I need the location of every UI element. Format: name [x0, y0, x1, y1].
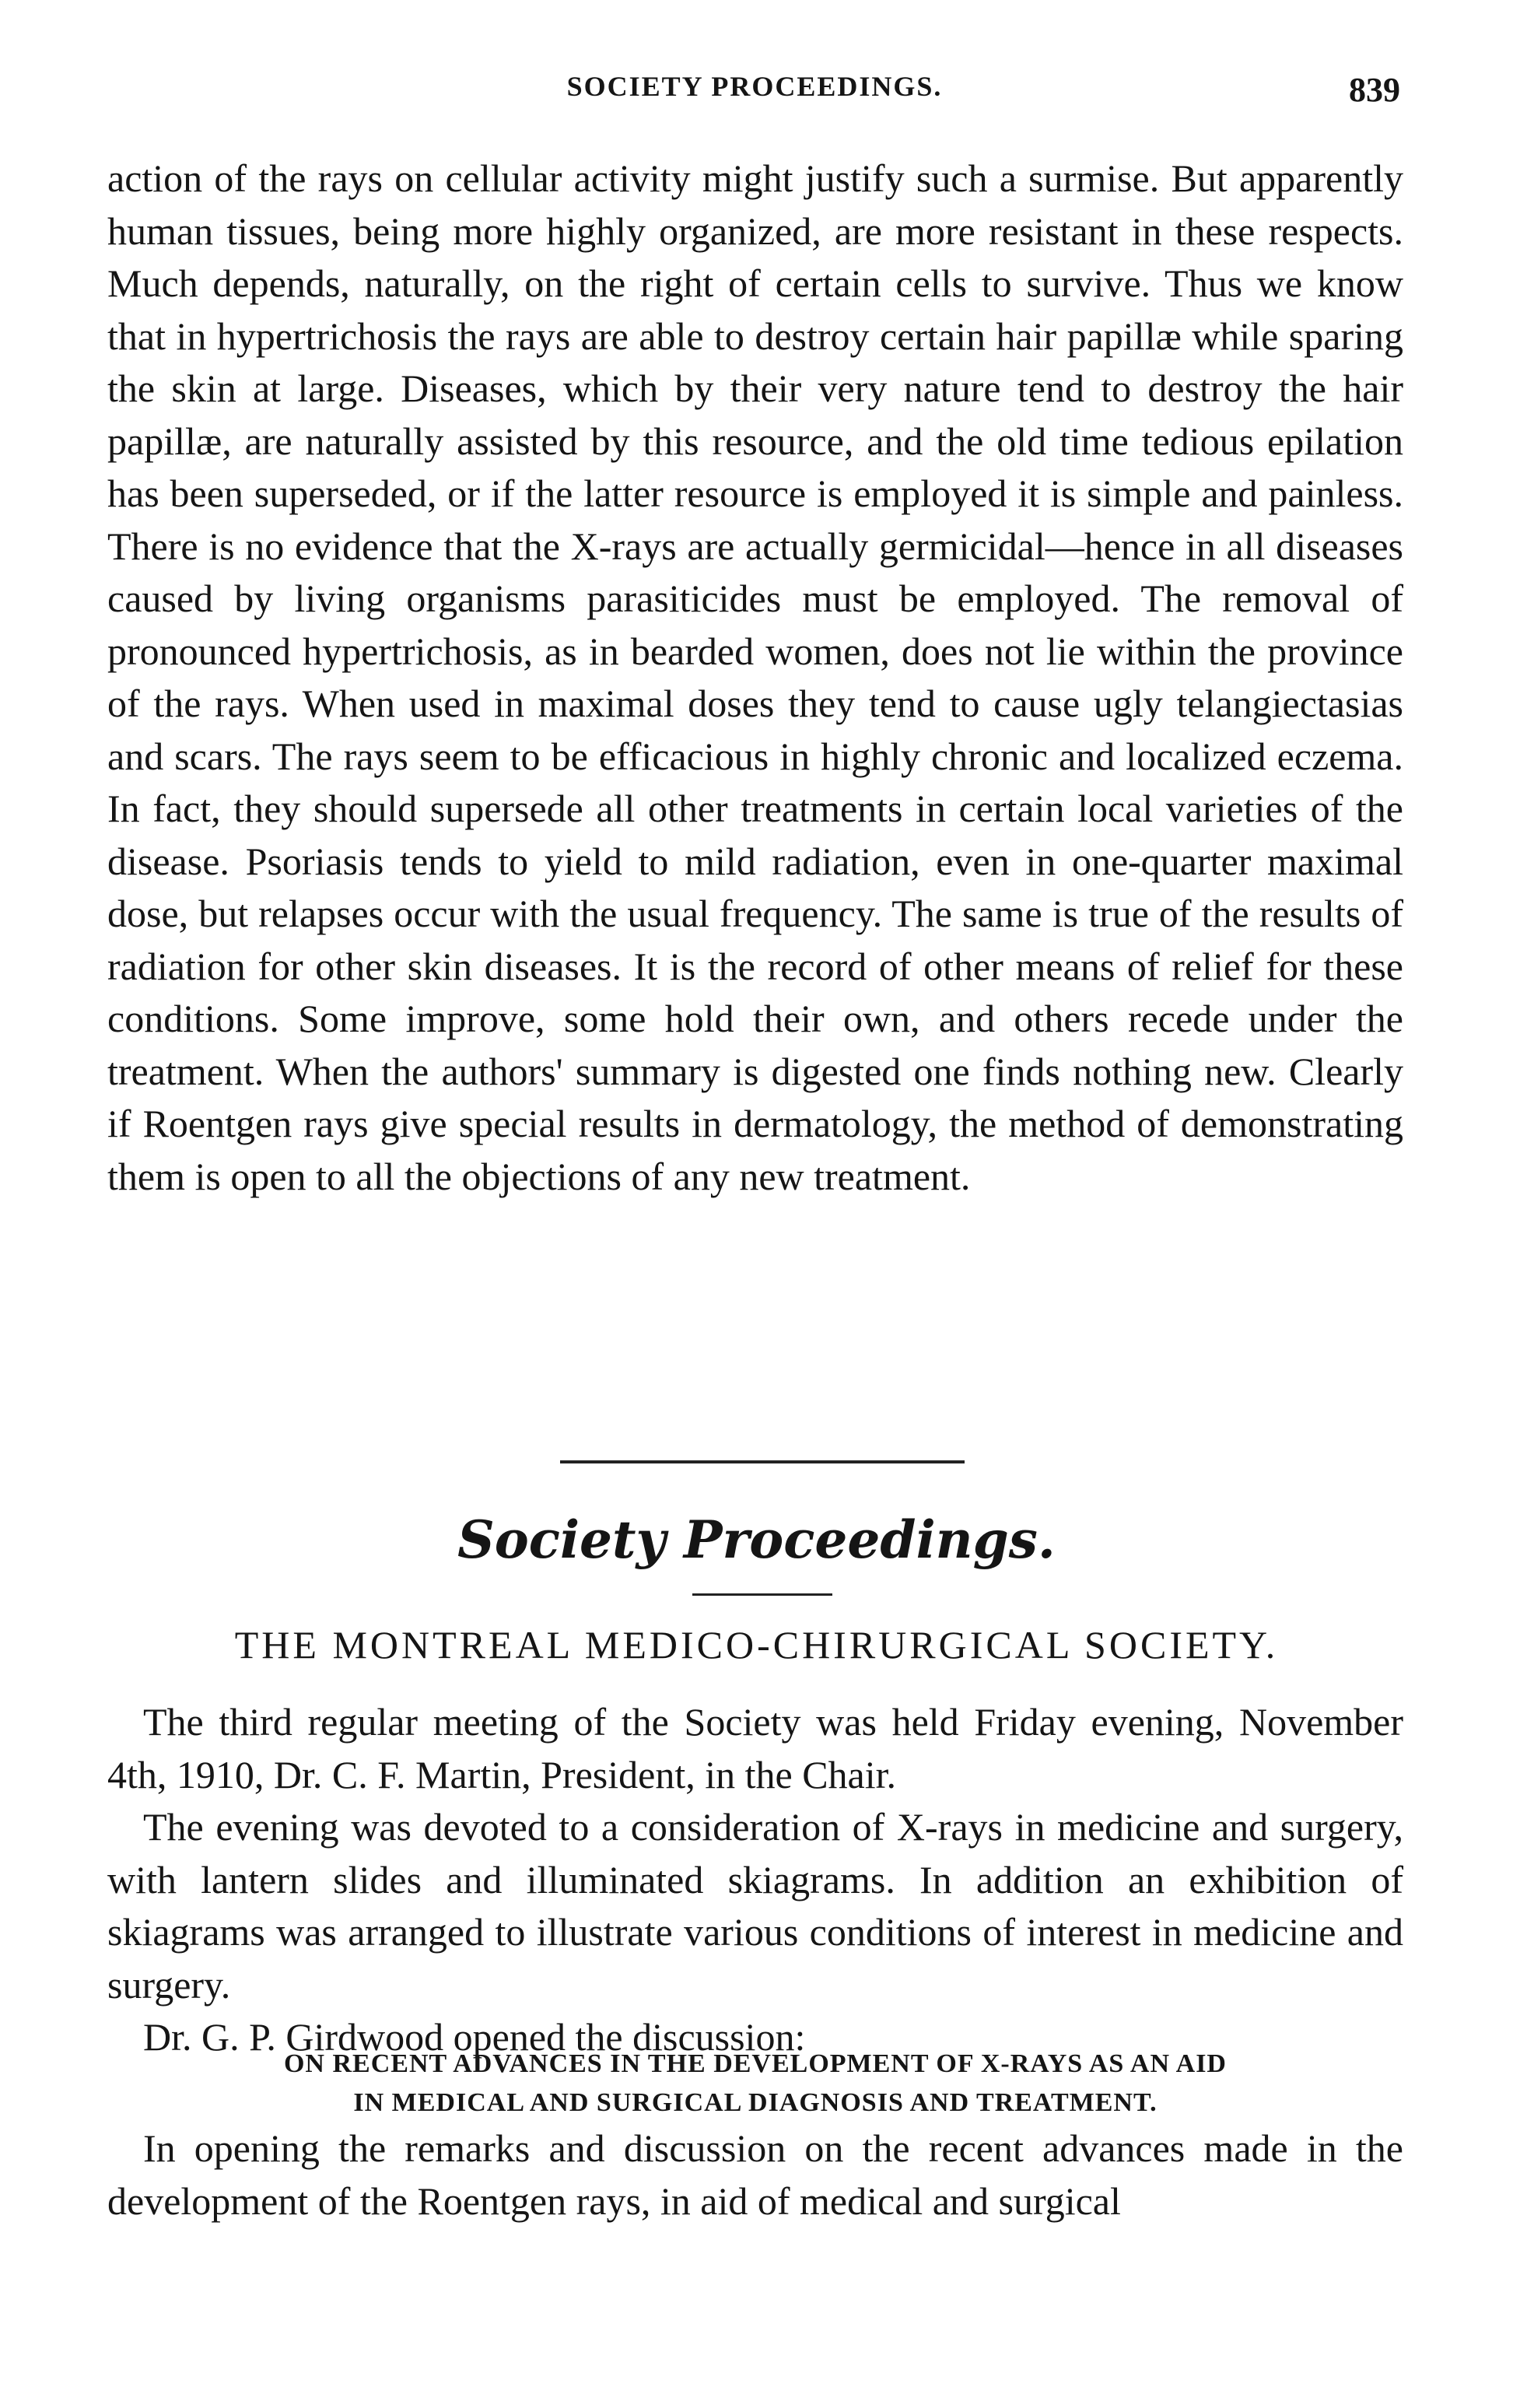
section-heading: Society Proceedings.	[457, 1509, 1056, 1570]
running-title: SOCIETY PROCEEDINGS.	[566, 71, 943, 102]
paper-title-line-1: ON RECENT ADVANCES IN THE DEVELOPMENT OF X-RAYS AS AN AID	[283, 2049, 1227, 2078]
minutes-paragraph-topic: The evening was devoted to a consideration of X-rays in medicine and surgery, with lantern slides and illuminated skiagrams. In addition an exhibition of skiagrams was arranged to illustrate various conditions of interest in medicine and surgery.	[107, 1805, 1403, 2007]
paper-opening	[107, 2122, 1403, 2227]
review-paragraph: action of the rays on cellular activity might justify such a surmise. But apparently human tissues, being more highly organized, are more resistant in these respects. Much depends, naturally, on the right of certain cells to survive. Thus we know that in hypertrichosis the rays are able to destroy certain hair papillæ while sparing the skin at large. Diseases, which by their very nature tend to destroy the hair papillæ, are naturally assisted by this resource, and the old time tedious epilation has been superseded, or if the latter resource is employed it is simple and painless. There is no evidence that the X-rays are actually germicidal—hence in all diseases caused by living organisms parasiticides must be employed. The removal of pronounced hypertrichosis, as in bearded women, does not lie within the province of the rays. When used in maximal doses they tend to cause ugly telangiectasias and scars. The rays seem to be efficacious in highly chronic and localized eczema. In fact, they should supersede all other treatments in certain local varieties of the disease. Psoriasis tends to yield to mild radiation, even in one-quarter maximal dose, but relapses occur with the usual frequency. The same is true of the results of radiation for other skin diseases. It is the record of other means of relief for these conditions. Some improve, some hold their own, and others recede under the treatment. When the authors' summary is digested one finds nothing new. Clearly if Roentgen rays give special results in dermatology, the method of demonstrating them is open to all the objections of any new treatment.	[107, 156, 1403, 1198]
society-name: THE MONTREAL MEDICO-CHIRURGICAL SOCIETY.	[234, 1623, 1279, 1667]
section-divider	[560, 1460, 965, 1463]
paper-opening-paragraph: In opening the remarks and discussion on the recent advances made in the development of the Roentgen rays, in aid of medical and surgical	[107, 2126, 1403, 2223]
minutes-paragraph-meeting: The third regular meeting of the Society was held Friday evening, November 4th, 1910, Dr. C. F. Martin, President, in the Chair.	[107, 1700, 1403, 1796]
page-header	[109, 70, 1400, 117]
minutes-paragraph-opening: Dr. G. P. Girdwood opened the discussion:	[143, 2015, 806, 2059]
heading-underline	[692, 1593, 832, 1596]
review-continuation	[107, 152, 1403, 1203]
paper-title	[107, 2045, 1403, 2122]
paper-title-line-2: IN MEDICAL AND SURGICAL DIAGNOSIS AND TREATMENT.	[353, 2088, 1158, 2117]
meeting-minutes	[107, 1696, 1403, 2064]
page-number: 839	[1349, 71, 1400, 109]
